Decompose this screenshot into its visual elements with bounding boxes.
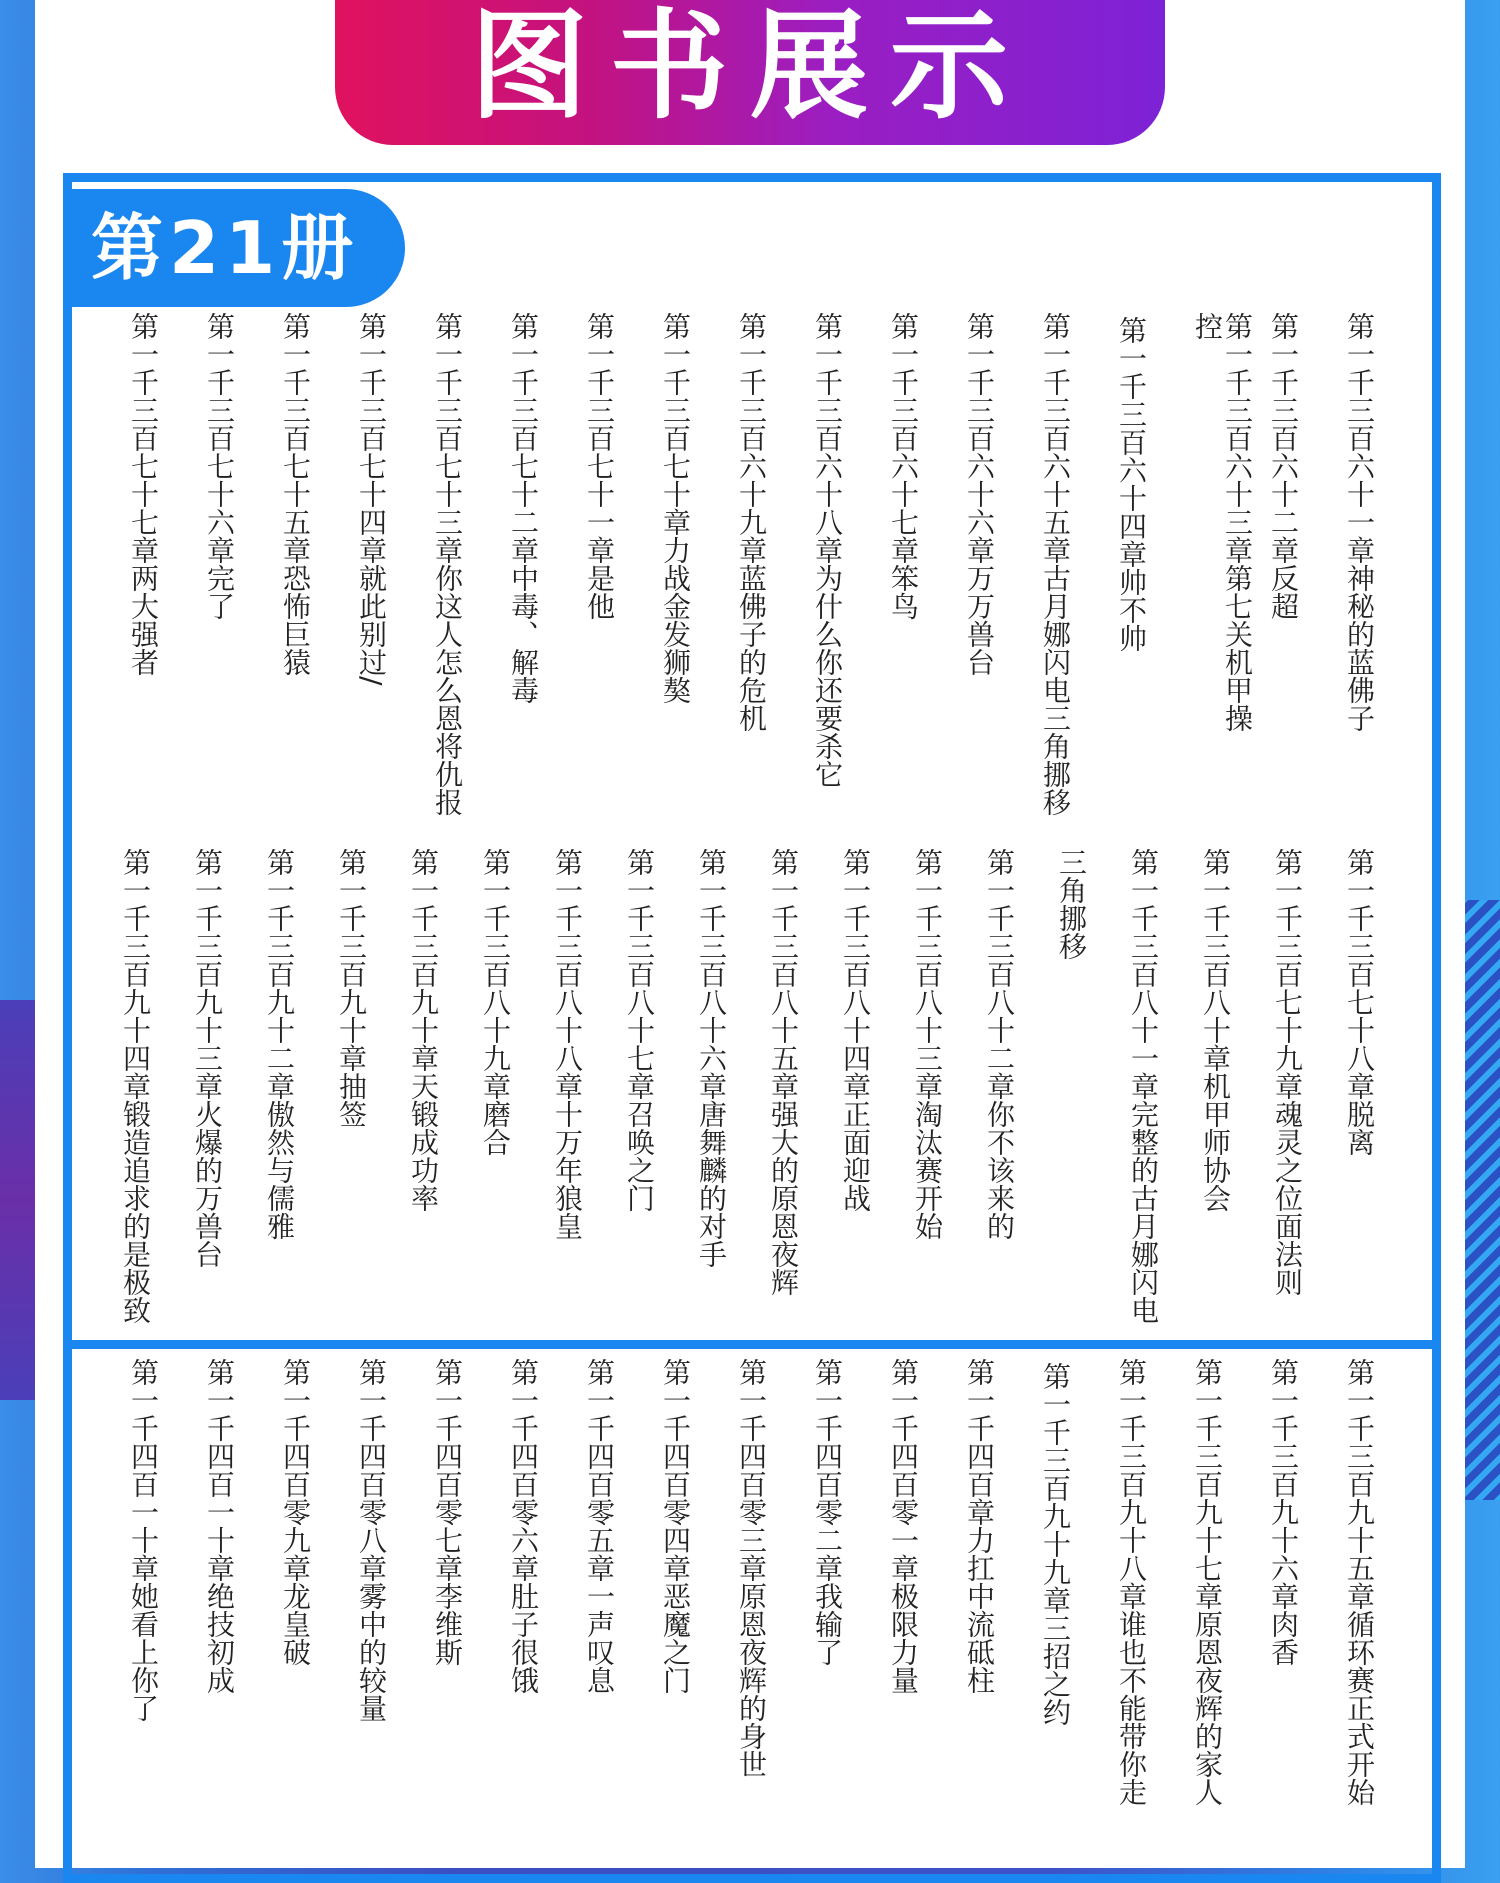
chapter-item: 第一千三百七十五章恐怖巨猿 bbox=[279, 312, 312, 676]
chapter-item: 第一千四百零五章一声叹息 bbox=[583, 1358, 616, 1694]
chapter-item: 第一千三百六十六章万万兽台 bbox=[963, 312, 996, 676]
chapter-item: 第一千四百一十章绝技初成 bbox=[203, 1358, 236, 1694]
chapter-item: 第一千四百一十章她看上你了 bbox=[127, 1358, 160, 1722]
chapter-item: 第一千三百七十四章就此别过/ bbox=[355, 312, 388, 686]
chapter-item: 第一千三百八十九章磨合 bbox=[479, 848, 512, 1156]
volume-tab bbox=[63, 189, 405, 307]
page-title: 图书展示 bbox=[469, 0, 1030, 135]
chapter-item: 第一千三百七十章力战金发狮獒 bbox=[659, 312, 692, 704]
chapter-item: 第一千四百零七章李维斯 bbox=[431, 1358, 464, 1666]
chapter-item: 第一千四百零四章恶魔之门 bbox=[659, 1358, 692, 1694]
chapter-item: 第一千三百九十五章循环赛正式开始 bbox=[1343, 1358, 1376, 1806]
chapter-item: 第一千三百六十七章笨鸟 bbox=[887, 312, 920, 620]
chapter-item: 三角挪移 bbox=[1055, 848, 1088, 960]
chapter-item: 第一千三百六十四章帅不帅 bbox=[1115, 316, 1148, 652]
chapter-item: 第一千四百零九章龙皇破 bbox=[279, 1358, 312, 1666]
chapter-item: 第一千四百零三章原恩夜辉的身世 bbox=[735, 1358, 768, 1778]
background-band-left bbox=[0, 1000, 40, 1400]
chapter-item: 第一千三百八十二章你不该来的 bbox=[983, 848, 1016, 1240]
chapter-item: 第一千四百章力扛中流砥柱 bbox=[963, 1358, 996, 1694]
chapter-item: 第一千三百八十八章十万年狼皇 bbox=[551, 848, 584, 1240]
chapter-item: 第一千三百九十四章锻造追求的是极致 bbox=[119, 848, 152, 1324]
chapter-item: 第一千三百七十九章魂灵之位面法则 bbox=[1271, 848, 1304, 1296]
chapter-item: 第一千三百八十五章强大的原恩夜辉 bbox=[767, 848, 800, 1296]
chapter-item: 第一千三百九十三章火爆的万兽台 bbox=[191, 848, 224, 1268]
chapter-item: 第一千三百八十一章完整的古月娜闪电 bbox=[1127, 848, 1160, 1324]
chapter-item: 第一千三百七十一章是他 bbox=[583, 312, 616, 620]
header-banner bbox=[335, 0, 1165, 145]
background-stripes-right bbox=[1460, 900, 1500, 1500]
chapter-item: 第一千三百六十九章蓝佛子的危机 bbox=[735, 312, 768, 732]
chapter-item: 第一千三百九十八章谁也不能带你走 bbox=[1115, 1358, 1148, 1806]
chapter-item: 第一千三百八十六章唐舞麟的对手 bbox=[695, 848, 728, 1268]
chapter-item: 第一千三百七十二章中毒、解毒 bbox=[507, 312, 540, 704]
chapter-item: 第一千三百六十八章为什么你还要杀它 bbox=[811, 312, 844, 788]
chapter-item: 第一千四百零二章我输了 bbox=[811, 1358, 844, 1666]
chapter-item: 第一千三百七十七章两大强者 bbox=[127, 312, 160, 676]
volume-label: 第21册 bbox=[91, 206, 360, 290]
chapter-item: 第一千三百七十六章完了 bbox=[203, 312, 236, 620]
chapter-item: 第一千三百九十九章三招之约 bbox=[1039, 1362, 1072, 1726]
chapter-item: 第一千三百九十二章傲然与儒雅 bbox=[263, 848, 296, 1240]
chapter-item: 第一千三百八十章机甲师协会 bbox=[1199, 848, 1232, 1212]
chapter-item: 第一千三百九十七章原恩夜辉的家人 bbox=[1191, 1358, 1224, 1806]
chapter-item: 第一千三百六十一章神秘的蓝佛子 bbox=[1343, 312, 1376, 732]
chapter-item: 第一千四百零六章肚子很饿 bbox=[507, 1358, 540, 1694]
chapter-item: 第一千四百零八章雾中的较量 bbox=[355, 1358, 388, 1722]
chapter-item: 第一千三百六十二章反超 bbox=[1267, 312, 1300, 620]
chapter-item: 第一千三百六十三章第七关机甲操控 bbox=[1191, 312, 1254, 732]
chapter-item: 第一千三百八十三章淘汰赛开始 bbox=[911, 848, 944, 1240]
section-divider bbox=[63, 1340, 1441, 1349]
chapter-item: 第一千三百九十章天锻成功率 bbox=[407, 848, 440, 1212]
chapter-item: 第一千三百九十章抽签 bbox=[335, 848, 368, 1128]
chapter-item: 第一千三百六十五章古月娜闪电三角挪移 bbox=[1039, 312, 1072, 816]
chapter-item: 第一千三百七十三章你这人怎么恩将仇报 bbox=[431, 312, 464, 816]
chapter-item: 第一千四百零一章极限力量 bbox=[887, 1358, 920, 1694]
chapter-item: 第一千三百八十七章召唤之门 bbox=[623, 848, 656, 1212]
chapter-item: 第一千三百八十四章正面迎战 bbox=[839, 848, 872, 1212]
chapter-item: 第一千三百七十八章脱离 bbox=[1343, 848, 1376, 1156]
chapter-item: 第一千三百九十六章肉香 bbox=[1267, 1358, 1300, 1666]
